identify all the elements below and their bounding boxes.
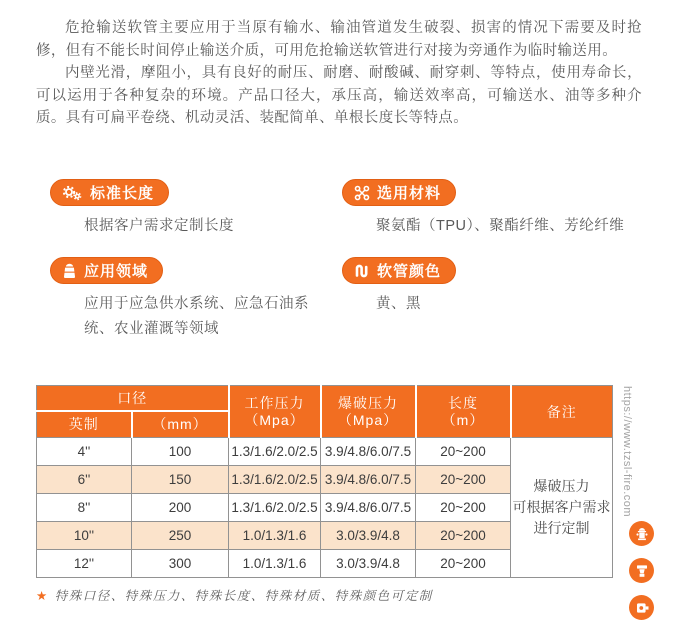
table-row: 6'' 150 1.3/1.6/2.0/2.5 3.9/4.8/6.0/7.5 20~200	[37, 466, 613, 494]
feature-title: 软管颜色	[377, 263, 442, 280]
intro-paragraph-1: 危抢输送软管主要应用于当原有输水、输油管道发生破裂、损害的情况下需要及时抢修，但有不能长时间停止输送介质，可用危抢输送软管进行对接为旁通作为临时输送用。	[36, 20, 642, 59]
fire-nozzle-icon[interactable]	[629, 558, 654, 583]
feature-description: 应用于应急供水系统、应急石油系统、农业灌溉等领域	[84, 296, 309, 337]
header-working-pressure: 工作压力 （Mpa）	[229, 386, 321, 438]
hose-reel-icon[interactable]	[629, 595, 654, 620]
header-mm: （mm）	[132, 411, 229, 438]
header-length: 长度 （m）	[416, 386, 511, 438]
feature-applications	[50, 257, 340, 342]
feature-badge	[50, 179, 169, 206]
table-row: 10'' 250 1.0/1.3/1.6 3.0/3.9/4.8 20~200	[37, 522, 613, 550]
site-url: https://www.tzsl-fire.com	[621, 386, 633, 518]
fire-hydrant-icon[interactable]	[629, 521, 654, 546]
table-row: 12'' 300 1.0/1.3/1.6 3.0/3.9/4.8 20~200	[37, 550, 613, 578]
bucket-icon	[62, 263, 77, 279]
footnote-text: 特殊口径、特殊压力、特殊长度、特殊材质、特殊颜色可定制	[54, 588, 433, 603]
intro-text	[36, 17, 642, 130]
feature-description: 黄、黑	[376, 296, 421, 312]
footnote	[36, 586, 433, 604]
feature-description: 聚氨酯（TPU）、聚酯纤维、芳纶纤维	[376, 218, 625, 234]
hose-icon	[354, 263, 370, 279]
feature-badge	[50, 257, 163, 284]
molecule-icon	[354, 185, 370, 201]
spec-table	[36, 385, 613, 578]
feature-materials	[342, 179, 632, 239]
star-icon: ★	[36, 589, 49, 603]
intro-paragraph-2: 内壁光滑，摩阻小，具有良好的耐压、耐磨、耐酸碱、耐穿刺、等特点，使用寿命长，可以运用于各种复杂的环境。产品口径大，承压高，输送效率高，可输送水、油等多种介质。具有可扁平卷绕、机动灵活、装配简单、单根长度长等特点。	[36, 65, 642, 126]
header-burst-pressure: 爆破压力 （Mpa）	[321, 386, 416, 438]
side-rail	[629, 521, 654, 620]
feature-title: 应用领域	[84, 263, 149, 280]
feature-title: 选用材料	[377, 185, 442, 202]
feature-standard-length	[50, 179, 340, 239]
feature-description: 根据客户需求定制长度	[84, 218, 234, 234]
feature-badge	[342, 257, 456, 284]
feature-hose-color	[342, 257, 632, 317]
header-remarks: 备注	[511, 386, 613, 438]
table-row: 4'' 100 1.3/1.6/2.0/2.5 3.9/4.8/6.0/7.5 20~200 爆破压力 可根据客户需求 进行定制	[37, 438, 613, 466]
remarks-cell: 爆破压力 可根据客户需求 进行定制	[511, 438, 613, 578]
header-inch: 英制	[37, 411, 132, 438]
gears-icon	[62, 185, 83, 201]
feature-title: 标准长度	[90, 185, 155, 202]
header-diameter: 口径	[37, 386, 229, 411]
table-row: 8'' 200 1.3/1.6/2.0/2.5 3.9/4.8/6.0/7.5 20~200	[37, 494, 613, 522]
feature-badge	[342, 179, 456, 206]
